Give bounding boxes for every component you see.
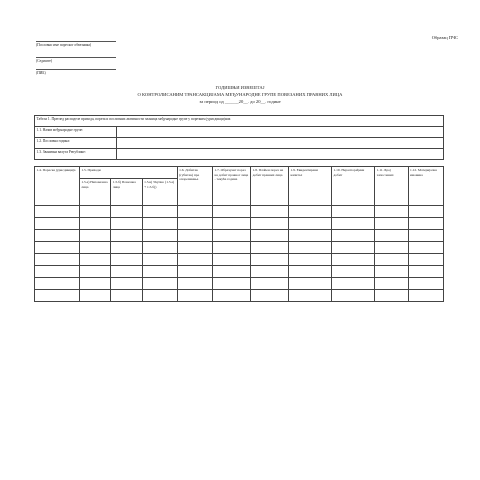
table-cell[interactable]: [288, 254, 331, 266]
company-name-field: [36, 41, 116, 47]
table1-summary: [34, 115, 444, 160]
pib-field: [36, 69, 116, 75]
col-retained-earnings-header: 1.10. Нераспоређени добит: [332, 167, 375, 206]
col-capital-header: 1.9. Евидентирани капитал: [288, 167, 331, 206]
table-cell[interactable]: [375, 218, 408, 230]
table-cell[interactable]: [177, 278, 212, 290]
table-cell[interactable]: [111, 290, 142, 302]
col-tax-paid-header: 1.8. Плаћен порез на добит правних лица: [251, 167, 289, 206]
table-cell[interactable]: [79, 254, 110, 266]
table-cell[interactable]: [35, 278, 80, 290]
table-cell[interactable]: [142, 206, 177, 218]
table-cell[interactable]: [332, 290, 375, 302]
table-cell[interactable]: [177, 266, 212, 278]
table-row: [35, 206, 444, 218]
table-row: [35, 278, 444, 290]
table-cell[interactable]: [142, 230, 177, 242]
table-cell[interactable]: [288, 218, 331, 230]
table-cell[interactable]: [79, 218, 110, 230]
table-cell[interactable]: [35, 254, 80, 266]
table-cell[interactable]: [408, 266, 443, 278]
fiscal-year-value[interactable]: [117, 138, 444, 149]
table-cell[interactable]: [375, 254, 408, 266]
seat-rule: [36, 57, 116, 58]
table-cell[interactable]: [79, 278, 110, 290]
table-cell[interactable]: [375, 278, 408, 290]
table-cell[interactable]: [35, 206, 80, 218]
table-cell[interactable]: [288, 278, 331, 290]
report-title-block: [0, 84, 480, 105]
table-row: [35, 290, 444, 302]
table-cell[interactable]: [111, 278, 142, 290]
table2-jurisdictions: [34, 166, 444, 302]
report-period-line: за период од ______20__. до 20__. године: [199, 99, 281, 104]
table-cell[interactable]: [79, 206, 110, 218]
table-cell[interactable]: [408, 254, 443, 266]
table-cell[interactable]: [408, 230, 443, 242]
table-cell[interactable]: [177, 254, 212, 266]
table-cell[interactable]: [288, 230, 331, 242]
table-cell[interactable]: [111, 218, 142, 230]
table-cell[interactable]: [408, 290, 443, 302]
table-cell[interactable]: [332, 230, 375, 242]
table-cell[interactable]: [35, 290, 80, 302]
table-cell[interactable]: [251, 230, 289, 242]
table-cell[interactable]: [35, 242, 80, 254]
table-row: [35, 242, 444, 254]
table-cell[interactable]: [288, 290, 331, 302]
table-cell[interactable]: [213, 254, 251, 266]
table-cell[interactable]: [408, 242, 443, 254]
table-cell[interactable]: [142, 278, 177, 290]
table-row: [35, 266, 444, 278]
table-cell[interactable]: [177, 242, 212, 254]
table-cell[interactable]: [375, 242, 408, 254]
table-cell[interactable]: [408, 206, 443, 218]
table-cell[interactable]: [142, 266, 177, 278]
table-cell[interactable]: [79, 290, 110, 302]
table-cell[interactable]: [213, 290, 251, 302]
table-cell[interactable]: [177, 206, 212, 218]
table-cell[interactable]: [375, 290, 408, 302]
table-cell[interactable]: [332, 206, 375, 218]
col-unrelated-parties-header: 1.5.а) Неповезана лица: [79, 179, 110, 206]
table-cell[interactable]: [213, 278, 251, 290]
table-cell[interactable]: [79, 230, 110, 242]
currency-value[interactable]: [117, 149, 444, 160]
col-employees-header: 1.11. Број запослених: [375, 167, 408, 206]
company-name-label: (Пословно име пореског обвезника): [36, 43, 92, 47]
table-cell[interactable]: [408, 278, 443, 290]
table-cell[interactable]: [288, 242, 331, 254]
seat-field: [36, 57, 116, 63]
table-cell[interactable]: [142, 290, 177, 302]
table2-body: [35, 206, 444, 302]
table-cell[interactable]: [35, 230, 80, 242]
table-cell[interactable]: [251, 206, 289, 218]
col-jurisdiction-header: 1.4. Пореска јурисдикција: [35, 167, 80, 206]
table-cell[interactable]: [375, 206, 408, 218]
table-cell[interactable]: [213, 218, 251, 230]
col-profit-before-tax-header: 1.6. Добитак (губитак) пре опорезивања: [177, 167, 212, 206]
table-cell[interactable]: [177, 290, 212, 302]
col-related-parties-header: 1.5.б) Повезана лица: [111, 179, 142, 206]
table-cell[interactable]: [111, 254, 142, 266]
table-cell[interactable]: [213, 206, 251, 218]
table-cell[interactable]: [213, 242, 251, 254]
table-cell[interactable]: [111, 242, 142, 254]
table-cell[interactable]: [79, 242, 110, 254]
pib-rule: [36, 69, 116, 70]
currency-label: 1.3. Званична валута Републике:: [35, 149, 117, 160]
table-cell[interactable]: [251, 266, 289, 278]
table-cell[interactable]: [142, 242, 177, 254]
table-cell[interactable]: [251, 218, 289, 230]
col-tax-accrued-header: 1.7. Обрачунат порез на добит правног лица - текућа година: [213, 167, 251, 206]
table-cell[interactable]: [251, 254, 289, 266]
pib-label: (ПИБ): [36, 71, 46, 75]
table-cell[interactable]: [251, 278, 289, 290]
company-name-rule: [36, 41, 116, 42]
form-code: Образац ПЧС: [431, 35, 458, 40]
table-cell[interactable]: [288, 266, 331, 278]
table-cell[interactable]: [251, 242, 289, 254]
table-cell[interactable]: [332, 242, 375, 254]
table-cell[interactable]: [35, 266, 80, 278]
report-title-line1: ГОДИШЊИ ИЗВЕШТАЈ: [215, 85, 265, 90]
table-row: [35, 218, 444, 230]
table-cell[interactable]: [332, 254, 375, 266]
group-name-value[interactable]: [117, 127, 444, 138]
table-cell[interactable]: [288, 206, 331, 218]
table-cell[interactable]: [177, 218, 212, 230]
table-cell[interactable]: [251, 290, 289, 302]
table-cell[interactable]: [142, 218, 177, 230]
group-name-label: 1.1. Назив међународне групе:: [35, 127, 117, 138]
col-revenue-total-header: 1.5.в) Укупно (1.5.а) + 1.5.б)): [142, 179, 177, 206]
table-cell[interactable]: [375, 230, 408, 242]
table-cell[interactable]: [332, 278, 375, 290]
col-tangible-assets-header: 1.12. Материјална имовина: [408, 167, 443, 206]
col-revenue-header: 1.5. Приходи: [79, 167, 177, 179]
table-cell[interactable]: [35, 218, 80, 230]
report-title-line2: О КОНТРОЛИСАНИМ ТРАНСАКЦИЈАМА МЕЂУНАРОДНЕ ГРУПЕ ПОВЕЗАНИХ ПРАВНИХ ЛИЦА: [137, 92, 343, 97]
table-cell[interactable]: [142, 254, 177, 266]
table-cell[interactable]: [111, 266, 142, 278]
table-row: [35, 254, 444, 266]
fiscal-year-label: 1.2. Пословна година:: [35, 138, 117, 149]
table1-caption: Табела 1. Преглед расподеле прихода, пореза и пословних активности чланица међународне групе у порезким јурисдикцијама: [35, 116, 444, 127]
table-cell[interactable]: [332, 266, 375, 278]
table-cell[interactable]: [375, 266, 408, 278]
table-cell[interactable]: [111, 230, 142, 242]
table-cell[interactable]: [213, 230, 251, 242]
table-cell[interactable]: [111, 206, 142, 218]
table-row: [35, 230, 444, 242]
table-cell[interactable]: [332, 218, 375, 230]
table-cell[interactable]: [213, 266, 251, 278]
table-cell[interactable]: [79, 266, 110, 278]
table-cell[interactable]: [177, 230, 212, 242]
seat-label: (Седиште): [36, 59, 53, 63]
table-cell[interactable]: [408, 218, 443, 230]
